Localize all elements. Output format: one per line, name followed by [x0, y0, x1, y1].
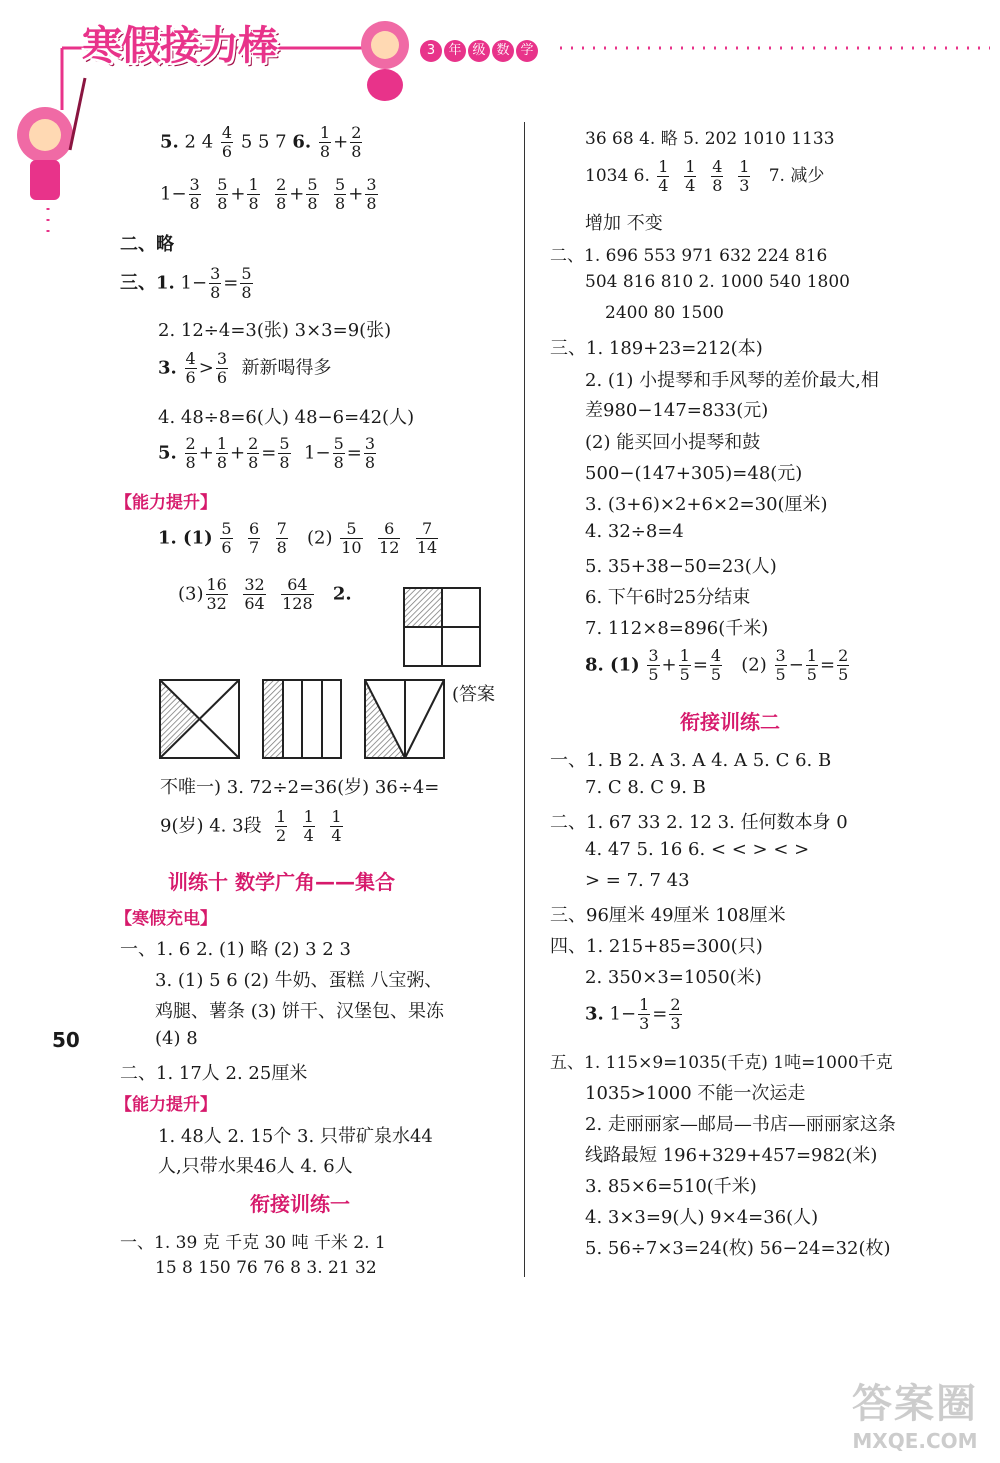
right-row-17: 8. (1) $\frac{3}{5}$ + $\frac{1}{5}$ = $\frac{4}{5}$ (2) $\frac{3}{5}$ − $\frac{1}{5}$ = $\frac{2}{5}$: [585, 646, 849, 684]
left-row-11: (答案: [452, 684, 496, 705]
right-row-12: 3. (3+6)×2+6×2=30(厘米): [585, 494, 828, 515]
right-row-29: 2. 走丽丽家—邮局—书店—丽丽家这条: [585, 1114, 896, 1135]
right-row-30: 线路最短 196+329+457=982(米): [585, 1145, 878, 1166]
section-ability-2: 【能力提升】: [115, 1095, 217, 1115]
left-row-3: 二、略: [120, 234, 174, 255]
right-row-31: 3. 85×6=510(千米): [585, 1176, 757, 1197]
right-row-7: 三、1. 189+23=212(本): [550, 338, 763, 359]
heading-bridge-2: 衔接训练二: [680, 710, 780, 734]
right-row-32: 4. 3×3=9(人) 9×4=36(人): [585, 1207, 819, 1228]
right-row-20: 二、1. 67 33 2. 12 3. 任何数本身 0: [550, 812, 848, 833]
right-row-33: 5. 56÷7×3=24(枚) 56−24=32(枚): [585, 1238, 891, 1259]
right-row-28: 1035>1000 不能一次运走: [585, 1083, 806, 1104]
right-row-16: 7. 112×8=896(千米): [585, 618, 769, 639]
page-number: 50: [52, 1028, 80, 1052]
square-diagonal-figure: [160, 680, 239, 758]
right-row-3: 增加 不变: [585, 213, 663, 234]
left-row-17: (4) 8: [155, 1028, 198, 1049]
right-row-4: 二、1. 696 553 971 632 224 816: [550, 246, 828, 266]
right-row-27: 五、1. 115×9=1035(千克) 1吨=1000千克: [550, 1053, 893, 1073]
left-row-7: 4. 48÷8=6(人) 48−6=42(人): [158, 407, 415, 428]
right-row-25: 2. 350×3=1050(米): [585, 967, 762, 988]
left-row-22: 15 8 150 76 76 8 3. 21 32: [155, 1258, 377, 1278]
column-divider: [524, 122, 525, 1277]
square-quarters-figure: [404, 588, 480, 666]
right-row-23: 三、96厘米 49厘米 108厘米: [550, 905, 786, 926]
heading-bridge-1: 衔接训练一: [250, 1192, 350, 1216]
left-row-21: 一、1. 39 克 千克 30 吨 千米 2. 1: [120, 1233, 386, 1253]
right-row-2: 1034 6. $\frac{1}{4}$ $\frac{1}{4}$ $\frac{4}{8}$ $\frac{1}{3}$ 7. 减少: [585, 157, 825, 195]
left-row-19: 1. 48人 2. 15个 3. 只带矿泉水44: [158, 1126, 433, 1147]
right-row-21: 4. 47 5. 16 6. < < > < >: [585, 839, 810, 860]
left-row-2: 1− $\frac{3}{8}$ $\frac{5}{8}$ + $\frac{1}{8}$ $\frac{2}{8}$ + $\frac{5}{8}$ $\frac{5}{8}$ + $\frac{3}{8}$: [160, 175, 377, 213]
left-row-4: 三、1. 1− $\frac{3}{8}$ = $\frac{5}{8}$: [120, 264, 252, 302]
right-row-5: 504 816 810 2. 1000 540 1800: [585, 272, 850, 292]
right-row-15: 6. 下午6时25分结束: [585, 587, 751, 608]
right-row-6: 2400 80 1500: [605, 303, 724, 323]
square-triangles-figure: [365, 680, 444, 758]
right-row-10: (2) 能买回小提琴和鼓: [585, 432, 761, 453]
left-row-13: 9(岁) 4. 3段 $\frac{1}{2}$ $\frac{1}{4}$ $\frac{1}{4}$: [160, 807, 342, 845]
left-row-8: 5. $\frac{2}{8}$ + $\frac{1}{8}$ + $\frac{2}{8}$ = $\frac{5}{8}$ 1− $\frac{5}{8}$ = $\frac{3}{8}$: [158, 434, 376, 472]
right-row-24: 四、1. 215+85=300(只): [550, 936, 763, 957]
square-strips-figure: [263, 680, 341, 758]
right-row-22: > = 7. 7 43: [585, 870, 690, 891]
left-row-18: 二、1. 17人 2. 25厘米: [120, 1063, 308, 1084]
right-row-9: 差980−147=833(元): [585, 400, 769, 421]
left-row-16: 鸡腿、薯条 (3) 饼干、汉堡包、果冻: [155, 1001, 444, 1022]
right-row-11: 500−(147+305)=48(元): [585, 463, 803, 484]
right-row-13: 4. 32÷8=4: [585, 521, 684, 542]
left-row-6: 3. $\frac{4}{6}$ > $\frac{3}{6}$ 新新喝得多: [158, 349, 332, 387]
fraction-figures: [0, 580, 520, 780]
section-ability-1: 【能力提升】: [115, 493, 217, 513]
logo-title: 寒假接力棒: [82, 23, 277, 69]
left-row-1: 5. 2 4 $\frac{4}{6}$ 5 5 7 6. $\frac{1}{8}$ + $\frac{2}{8}$: [160, 123, 362, 161]
left-row-14: 一、1. 6 2. (1) 略 (2) 3 2 3: [120, 939, 351, 960]
left-row-20: 人,只带水果46人 4. 6人: [158, 1156, 353, 1177]
section-winter-charge: 【寒假充电】: [115, 909, 217, 929]
right-row-8: 2. (1) 小提琴和手风琴的差价最大,相: [585, 370, 879, 391]
left-row-10: (3) $\frac{16}{32}$ $\frac{32}{64}$ $\frac{64}{128}$ 2.: [178, 575, 352, 613]
left-row-15: 3. (1) 5 6 (2) 牛奶、蛋糕 八宝粥、: [155, 970, 443, 991]
right-row-1: 36 68 4. 略 5. 202 1010 1133: [585, 129, 835, 149]
left-row-5: 2. 12÷4=3(张) 3×3=9(张): [158, 320, 392, 341]
right-row-14: 5. 35+38−50=23(人): [585, 556, 777, 577]
right-row-19: 7. C 8. C 9. B: [585, 777, 706, 798]
right-row-26: 3. 1− $\frac{1}{3}$ = $\frac{2}{3}$: [585, 995, 681, 1033]
left-row-12: 不唯一) 3. 72÷2=36(岁) 36÷4=: [160, 777, 440, 798]
grade-badge: 3 年 级 数 学: [420, 40, 540, 62]
watermark: 答案圈 MXQE.COM: [852, 1381, 978, 1453]
right-row-18: 一、1. B 2. A 3. A 4. A 5. C 6. B: [550, 750, 832, 771]
heading-training-10: 训练十 数学广角——集合: [168, 870, 395, 894]
left-row-9: 1. (1) $\frac{5}{6}$ $\frac{6}{7}$ $\frac{7}{8}$ (2) $\frac{5}{10}$ $\frac{6}{12}$ $\frac{7}{14}$: [158, 519, 438, 557]
